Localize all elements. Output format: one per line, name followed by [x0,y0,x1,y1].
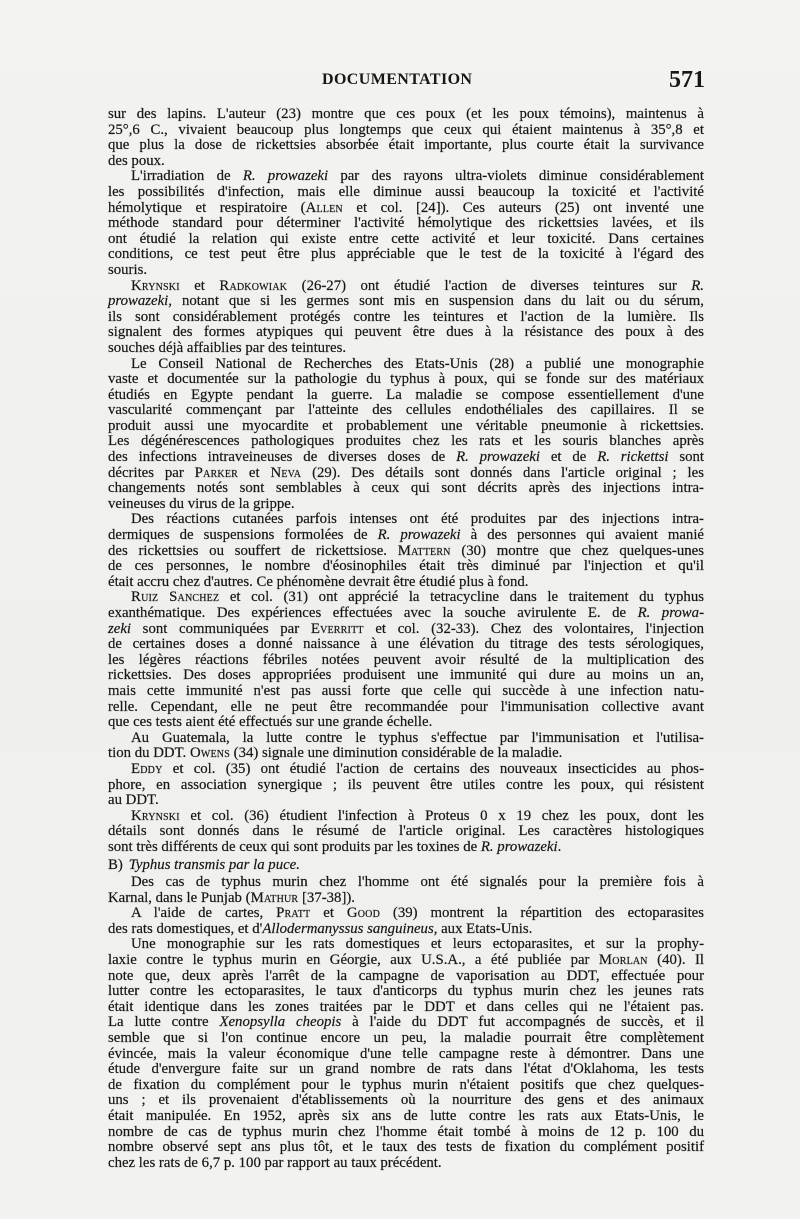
text-run: sont très différents de ceux qui sont produits par les toxines de [108,838,481,855]
text-line [108,762,704,778]
text-line [108,809,704,825]
text-run: sont [668,449,704,466]
text-line [108,1156,704,1172]
text-run: (26-27) ont étudié l'action de diverses teintures sur [287,277,692,294]
text-line [108,906,704,922]
small-caps-run: Ruiz Sanchez [131,589,220,606]
text-run: exanthématique. Des expériences effectuées avec la souche avirulente E. de [108,605,638,621]
text-run: que plus la dose de rickettsies absorbée était importante, plus courte était la survivance [108,137,704,154]
text-line [108,778,704,794]
text-line [108,793,704,809]
small-caps-run: Allen [305,199,343,216]
small-caps-run: Neva [270,464,302,481]
article-body [108,107,704,1171]
text-run: note que, deux après l'arrêt de la campagne de vaporisation au DDT, effectuée pour [108,967,704,984]
text-line [108,294,704,310]
text-run: étudiés en Egypte pendant la guerre. La maladie se compose essentiellement d'une [108,386,704,403]
text-run: souris. [108,261,148,278]
italic-run: R. prowazeki [242,168,329,185]
text-run: dermiques de suspensions formolées de [108,527,378,544]
text-run: et col. (31) ont apprécié la tetracycline dans le traitement du typhus [219,589,704,606]
paragraph [108,906,704,937]
text-line [108,1062,704,1078]
text-line [108,937,704,953]
text-run: des rickettsies ou souffert de rickettsiose. [108,542,398,559]
paragraph [108,512,704,590]
paragraph [108,762,704,809]
text-line [108,1078,704,1094]
text-run: chez les rats de 6,7 p. 100 par rapport au taux précédent. [108,1154,442,1171]
small-caps-run: Mattern [397,542,451,559]
text-line [108,1093,704,1109]
small-caps-run: Pratt [276,905,311,922]
text-run: des rats domestiques, et d' [108,920,263,937]
text-run: A l'aide de cartes, [131,905,277,922]
text-line [108,637,704,653]
text-line [108,824,704,840]
page-number: 571 [669,67,705,93]
text-run: et de [539,449,598,466]
text-line [108,466,704,482]
text-line [108,891,704,907]
text-run: à l'aide du DDT fut accompagnés de succès, et il [341,1014,704,1031]
text-line [108,123,704,139]
text-run: et col. (32-33). Chez des volontaires, l'injection [363,620,704,637]
small-caps-run: Good [346,905,381,922]
text-run: de certaines doses a donné naissance à une élévation du titrage des tests sérologiques, [108,636,704,653]
text-run: étude d'envergure faite sur un grand nombre de rats dans l'état d'Oklahoma, les tests [108,1061,704,1078]
paragraph [108,107,704,169]
text-run: des poux. [108,152,165,169]
text-line [108,434,704,450]
text-run: que ces tests aient été effectués sur une grande échelle. [108,714,433,731]
text-line [108,731,704,747]
text-run: nombre observé sept ans plus tôt, et le taux des tests de fixation du complément positif [108,1139,704,1156]
text-line [108,606,704,622]
text-run: [37-38]). [298,889,355,906]
text-run: (40). Il [647,952,704,969]
text-run: méthode standard pour déterminer l'activité hémolytique des rickettsies lavées, et ils [108,215,704,232]
paragraph [108,937,704,1171]
text-line [108,715,704,731]
text-line [108,840,704,856]
text-line [108,590,704,606]
text-run: et [179,277,220,294]
text-line [108,263,704,279]
text-run: et col. (35) ont étudié l'action de certains des nouveaux insecticides au phos- [162,760,704,777]
small-caps-run: Mathur [250,889,299,906]
text-run: et [238,464,271,481]
text-run: était manipulée. En 1952, après six ans de lutte contre les rats aux Etats-Unis, le [108,1108,704,1124]
text-line [108,185,704,201]
italic-run: Xenopsylla cheopis [219,1014,342,1031]
text-line [108,668,704,684]
text-run: tion du DDT. [108,745,190,762]
text-line [108,746,704,762]
text-run: Le Conseil National de Recherches des Etats-Unis (28) a publié une monographie [131,355,704,372]
italic-run: zeki [108,620,132,637]
text-line [108,325,704,341]
paragraph [108,875,704,906]
text-line [108,357,704,373]
text-run: lutter contre les ectoparasites, le taux d'anticorps du typhus murin chez les jeunes rats [108,983,704,1000]
text-line [108,700,704,716]
text-run: par des rayons ultra-violets diminue considérablement [328,168,705,185]
italic-run: R. prowa- [637,605,704,621]
italic-run: R. prowazeki [377,527,461,544]
text-line [108,450,704,466]
text-line [108,247,704,263]
text-line [108,544,704,560]
text-run: hémolytique et respiratoire ( [108,199,306,216]
text-run: à des personnes qui avaient manié [460,527,704,544]
paragraph [108,590,704,730]
text-run: veineuses du virus de la grippe. [108,495,295,512]
section-label: B) [108,856,123,873]
text-run: sur des lapins. L'auteur (23) montre que ces poux (et les poux témoins), maintenus à [108,106,704,122]
text-line [108,512,704,528]
text-line [108,154,704,170]
text-line [108,232,704,248]
text-line [108,969,704,985]
text-run: et col. (36) étudient l'infection à Proteus 0 x 19 chez les poux, dont les [179,807,704,824]
small-caps-run: Everritt [310,620,364,637]
text-line [108,984,704,1000]
paragraph [108,731,704,762]
text-run: . [557,838,562,855]
text-run: des infections intraveineuses de diverses doses de [108,449,457,466]
text-run: au DDT. [108,792,159,809]
text-line [108,559,704,575]
text-run: , aux Etats-Unis. [433,920,533,937]
text-run: 25°,6 C., vivaient beaucoup plus longtemps que ceux qui étaient maintenus à 35°,8 et [108,121,704,138]
text-line [108,1109,704,1125]
small-caps-run: Owens [189,745,230,762]
italic-run: R. prowazeki [456,449,540,466]
italic-run: prowazeki [108,293,169,310]
text-run: L'irradiation de [131,168,243,185]
text-line [108,403,704,419]
small-caps-run: Eddy [131,760,163,777]
text-run: La lutte contre [108,1014,220,1031]
paragraph [108,357,704,513]
text-run: les légères réactions fébriles notées peuvent avoir résulté de la multiplication des [108,651,704,668]
text-run: Au Guatemala, la lutte contre le typhus s'effectue par l'immunisation et l'utilisa- [131,729,704,746]
text-line [108,497,704,513]
text-run: conditions, ce test peut être plus appréciable que le test de la toxicité à l'égard des [108,246,704,263]
small-caps-run: Krynski [131,277,180,294]
small-caps-run: Radkowiak [219,277,288,294]
italic-run: R. rickettsi [597,449,669,466]
text-line [108,310,704,326]
text-run: mais cette immunité n'est pas aussi forte que celle qui succède à une infection natu- [108,682,704,699]
text-line [108,1140,704,1156]
text-line [108,388,704,404]
text-line [108,107,704,123]
paragraph [108,809,704,856]
text-run: Des cas de typhus murin chez l'homme ont été signalés pour la première fois à [131,874,704,891]
paragraph [108,169,704,278]
text-run: et col. [24]). Ces auteurs (25) ont inventé une [342,199,704,216]
text-line [108,372,704,388]
text-line [108,1000,704,1016]
text-run: de fixation du complément pour le typhus murin n'étaient positifs que chez quelques- [108,1076,704,1093]
text-line [108,341,704,357]
text-run: Des réactions cutanées parfois intenses ont été produites par des injections intra- [131,511,704,528]
text-run: souches déjà affaiblies par des teintures. [108,339,347,356]
text-run: changements notés sont semblables à ceux qui sont décrits après des injections intra- [108,480,704,497]
small-caps-run: Parker [194,464,238,481]
text-line [108,653,704,669]
text-run: Karnal, dans le Punjab ( [108,889,251,906]
italic-run: Allodermanyssus sanguineus [262,920,434,937]
text-run: (29). Des détails sont donnés dans l'article original ; les [301,464,704,481]
text-run: et [310,905,347,922]
text-line [108,201,704,217]
text-run: Les dégénérescences pathologiques produites chez les rats et les souris blanches après [108,433,704,450]
text-run: détails sont donnés dans le résumé de l'article original. Les caractères histologiques [108,823,704,840]
text-run: ont étudié la relation qui existe entre cette activité et leur toxicité. Dans certaines [108,230,704,247]
section-a [108,107,704,856]
text-line [108,1125,704,1141]
text-line [108,279,704,295]
text-run: vascularité commençant par l'atteinte des cellules endothéliales des capillaires. Il se [108,402,704,419]
text-run: (34) signale une diminution considérable de la maladie. [229,745,563,762]
text-run: , notant que si les germes sont mis en suspension dans du lait ou du sérum, [168,293,704,310]
text-line [108,922,704,938]
text-run: les possibilités d'infection, mais elle diminue aussi beaucoup la toxicité et l'activité [108,183,704,200]
text-line [108,419,704,435]
text-line [108,1031,704,1047]
text-run: relle. Cependant, elle ne peut être recommandée pour l'immunisation collective avant [108,698,704,715]
text-run: était accru chez d'autres. Ce phénomène devrait être étudié plus à fond. [108,573,529,590]
italic-run: R. prowazeki [480,838,558,855]
text-run: (39) montrent la répartition des ectoparasites [380,905,705,922]
text-run: rickettsies. Des doses appropriées produisent une immunité qui dure au moins un an, [108,667,704,684]
text-line [108,481,704,497]
running-title: DOCUMENTATION [322,71,473,88]
text-line [108,575,704,591]
text-run: sont communiquées par [131,620,311,637]
text-line [108,169,704,185]
text-run: de ces personnes, le nombre d'éosinophiles était très diminué par l'injection et qu'il [108,558,704,575]
small-caps-run: Krynski [131,807,180,824]
italic-run: R. [691,277,705,294]
text-run: était identique dans les zones traitées par le DDT et dans celles qui ne l'étaient pas. [108,998,704,1015]
text-run: décrites par [108,464,195,481]
section-heading [108,858,704,874]
text-line [108,875,704,891]
text-run: semble que si l'on continue encore un peu, la maladie pourrait être complètement [108,1030,704,1047]
text-line [108,1015,704,1031]
text-run: ils sont considérablement protégés contre les teintures et l'action de la lumière. Ils [108,308,704,325]
text-run: vaste et documentée sur la pathologie du typhus à poux, qui se fonde sur des matériaux [108,371,704,388]
section-b [108,875,704,1171]
text-run: uns ; et ils provenaient d'établissements où la nourriture des gens et des animaux [108,1092,704,1109]
text-run: Une monographie sur les rats domestiques et leurs ectoparasites, et sur la prophy- [131,936,704,953]
section-title: Typhus transmis par la puce. [128,856,300,873]
text-run: (30) montre que chez quelques-unes [450,542,704,559]
text-line [108,622,704,638]
text-run: laxie contre le typhus murin en Géorgie, aux U.S.A., a été publiée par [108,952,599,969]
text-line [108,138,704,154]
paragraph [108,279,704,357]
text-line [108,216,704,232]
text-run: nombre de cas de typhus murin chez l'homme était tombé à moins de 12 p. 100 du [108,1123,704,1140]
text-run: produit aussi une myocardite et probablement une véritable pneumonie à rickettsies. [108,417,704,434]
text-run: signalent des formes atypiques qui peuvent être dues à la résistance des poux à des [108,324,704,341]
text-line [108,528,704,544]
small-caps-run: Morlan [598,952,648,969]
text-line [108,684,704,700]
text-run: évincée, mais la valeur économique d'une telle campagne reste à démontrer. Dans une [108,1045,704,1062]
text-run: phore, en association synergique ; ils peuvent être utiles contre les poux, qui résistent [108,776,704,793]
text-line [108,953,704,969]
text-line [108,1047,704,1063]
